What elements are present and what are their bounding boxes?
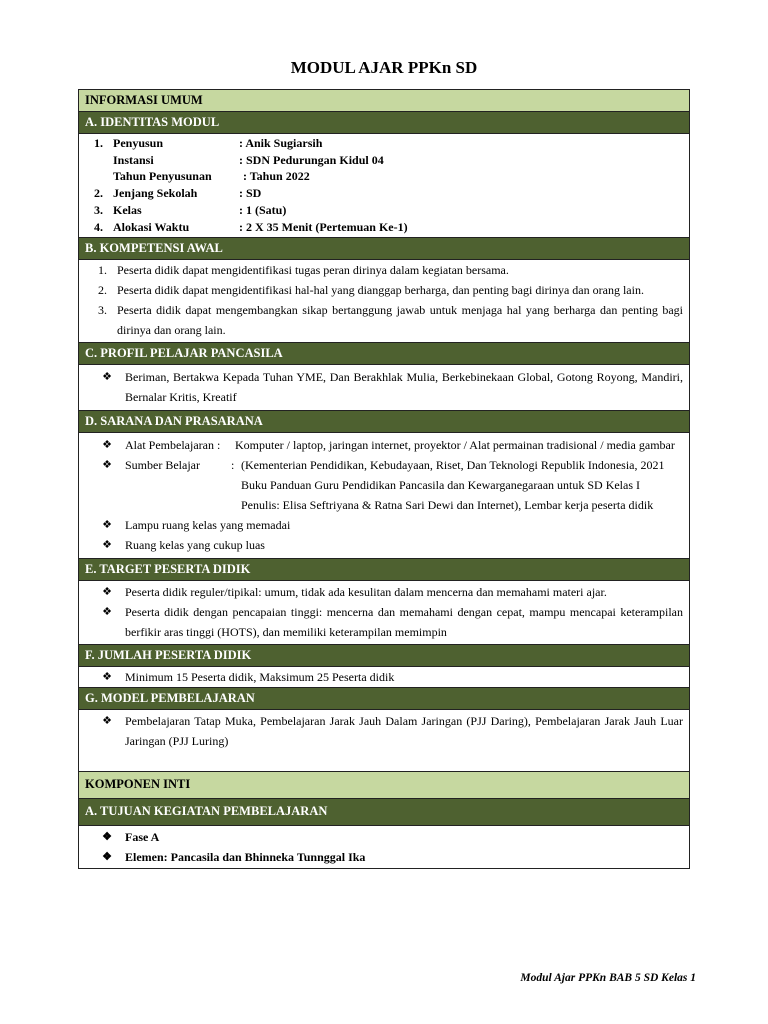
item-text: Peserta didik dapat mengidentifikasi tugas peran dirinya dalam kegiatan bersama. [117,263,509,278]
row-number: 3. [94,202,103,217]
bullet-icon: ❖ [102,831,112,844]
field-label: Alokasi Waktu [113,219,190,234]
row-number: 1. [94,136,103,150]
bullet-icon: ❖ [102,439,112,452]
list-item [99,667,683,687]
row-number: 2. [94,186,103,201]
field-value: : SDN Pedurungan Kidul 04 [239,152,384,167]
target-peserta-section [79,581,689,645]
sarana-prasarana-header: D. SARANA DAN PRASARANA [79,411,689,433]
identitas-row [85,202,683,219]
list-item [99,582,683,602]
bullet-icon: ❖ [102,851,112,864]
item-label: Alat Pembelajaran : [125,438,221,453]
item-text: Peserta didik dengan pencapaian tinggi: mencerna dan memahami dengan cepat, mampu mencapai keterampilan berfikir aras tinggi (HOTS), dan memiliki keterampilan memimpin [125,605,683,640]
field-label: Penyusun [113,136,164,150]
item-number: 3. [98,303,107,318]
bullet-icon: ❖ [102,519,112,532]
item-text: Fase A [125,830,160,845]
identitas-row [85,135,683,152]
list-item [99,535,683,555]
list-item [99,827,683,847]
model-pembelajaran-header: G. MODEL PEMBELAJARAN [79,688,689,710]
item-text: Ruang kelas yang cukup luas [125,538,265,553]
item-text: Minimum 15 Peserta didik, Maksimum 25 Peserta didik [125,670,395,685]
field-label: Jenjang Sekolah [113,186,198,201]
item-text: Peserta didik dapat mengidentifikasi hal-hal yang dianggap berharga, dan penting bagi dirinya dan orang lain. [117,283,644,298]
list-item [99,711,683,751]
item-text: Elemen: Pancasila dan Bhinneka Tunnggal Ika [125,850,366,865]
list-item [99,847,683,867]
module-table [78,89,690,869]
item-text: Peserta didik reguler/tipikal: umum, tidak ada kesulitan dalam mencerna dan memahami materi ajar. [125,585,607,600]
list-item [89,300,683,340]
tujuan-kegiatan-section [79,826,689,868]
informasi-umum-header: INFORMASI UMUM [79,90,689,112]
page-footer: Modul Ajar PPKn BAB 5 SD Kelas 1 [520,972,696,984]
identitas-modul-section [79,134,689,238]
item-colon: : [231,458,235,473]
target-peserta-header: E. TARGET PESERTA DIDIK [79,559,689,581]
bullet-icon: ❖ [102,459,112,472]
list-item [89,260,683,280]
field-label: Instansi [113,152,154,167]
field-label: Kelas [113,202,142,217]
list-item [99,515,683,535]
bullet-icon: ❖ [102,606,112,619]
profil-pelajar-header: C. PROFIL PELAJAR PANCASILA [79,343,689,365]
identitas-row [85,219,683,236]
jumlah-peserta-section [79,667,689,688]
komponen-inti-header: KOMPONEN INTI [79,772,689,799]
identitas-row [85,168,683,185]
row-number [85,152,103,169]
field-value: : Tahun 2022 [243,169,310,184]
identitas-row [85,152,683,169]
bullet-icon: ❖ [102,671,112,684]
item-number: 1. [98,263,107,278]
model-pembelajaran-section [79,710,689,772]
field-value: : SD [239,186,262,201]
bullet-icon: ❖ [102,539,112,552]
row-number: 4. [94,219,103,234]
identitas-row [85,185,683,202]
field-value: : Anik Sugiarsih [239,136,323,150]
bullet-icon: ❖ [102,715,112,728]
list-item [99,435,683,455]
list-item [99,367,683,407]
document-title: MODUL AJAR PPKn SD [290,58,478,77]
identitas-modul-header: A. IDENTITAS MODUL [79,112,689,134]
sarana-prasarana-section [79,433,689,559]
item-number: 2. [98,283,107,298]
item-text: Peserta didik dapat mengembangkan sikap bertanggung jawab untuk menjaga hal yang berharga dan penting bagi dirinya dan orang lain. [117,303,683,338]
kompetensi-awal-header: B. KOMPETENSI AWAL [79,238,689,260]
field-label: Tahun Penyusunan [113,169,212,184]
bullet-icon: ❖ [102,371,112,384]
jumlah-peserta-header: F. JUMLAH PESERTA DIDIK [79,645,689,667]
item-text: Lampu ruang kelas yang memadai [125,518,291,533]
list-item [99,455,683,515]
item-text: Beriman, Bertakwa Kepada Tuhan YME, Dan Berakhlak Mulia, Berkebinekaan Global, Gotong Royong, Mandiri, Bernalar Kritis, Kreatif [125,370,683,405]
field-value: : 2 X 35 Menit (Pertemuan Ke-1) [239,219,408,234]
item-label: Sumber Belajar [125,458,200,473]
item-text: Komputer / laptop, jaringan internet, proyektor / Alat permainan tradisional / media gambar [235,438,675,453]
row-number [85,168,103,185]
kompetensi-awal-section [79,260,689,343]
profil-pelajar-section [79,365,689,411]
item-text: (Kementerian Pendidikan, Kebudayaan, Riset, Dan Teknologi Republik Indonesia, 2021 Buku Panduan Guru Pendidikan Pancasila dan Kewarganegaraan untuk SD Kelas I Penulis: Elisa Seftriyana & Ratna Sari Dewi dan Internet), Lembar kerja peserta didik [241,458,665,513]
list-item [99,602,683,642]
tujuan-kegiatan-header: A. TUJUAN KEGIATAN PEMBELAJARAN [79,799,689,826]
field-value: : 1 (Satu) [239,202,287,217]
item-text: Pembelajaran Tatap Muka, Pembelajaran Jarak Jauh Dalam Jaringan (PJJ Daring), Pembelajaran Jarak Jauh Luar Jaringan (PJJ Luring) [125,714,683,749]
bullet-icon: ❖ [102,586,112,599]
list-item [89,280,683,300]
